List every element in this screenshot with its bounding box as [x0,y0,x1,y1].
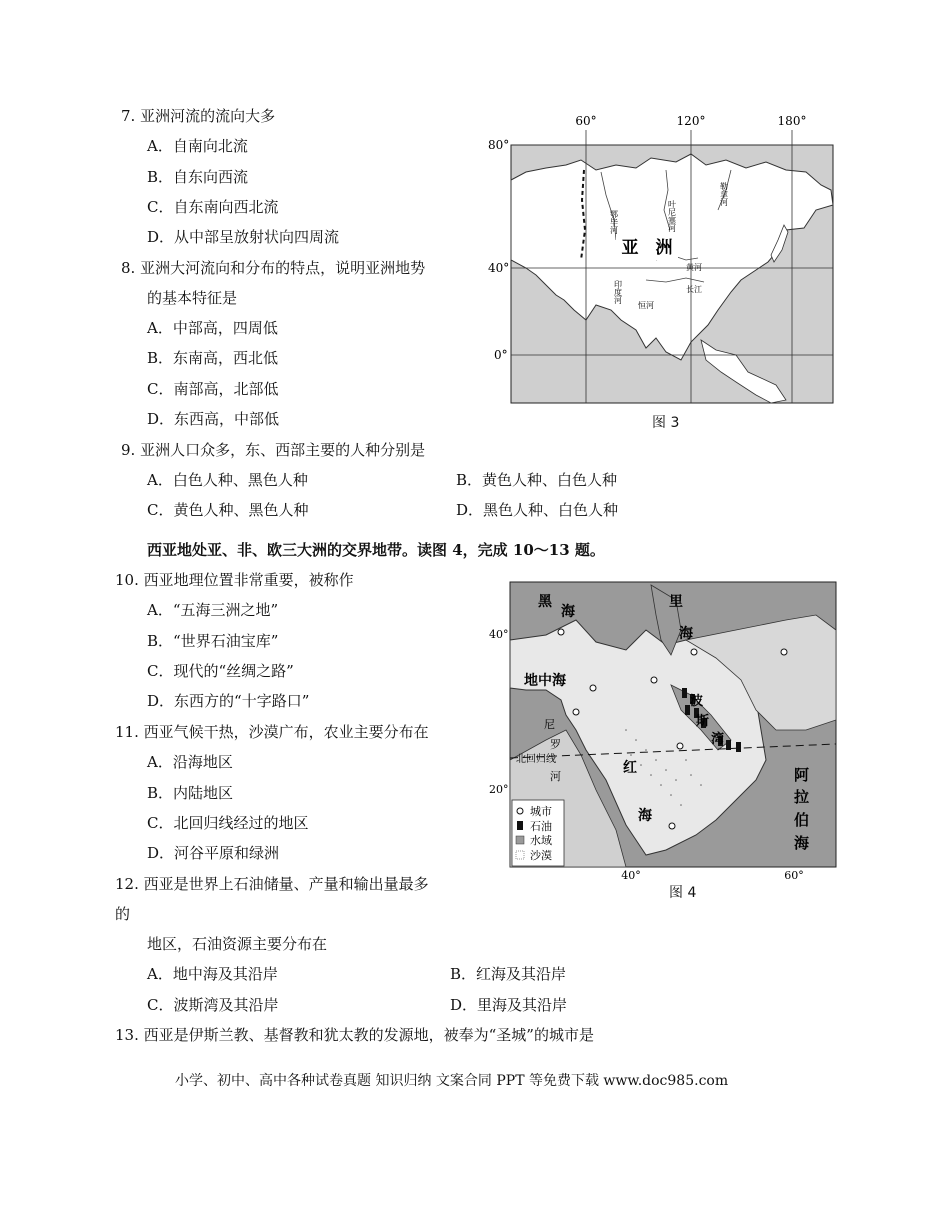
river-label-yenisei: 叶尼塞河 [667,200,677,232]
lon-label-120: 120° [676,114,706,128]
arabian-sea-label-3: 伯 [794,811,810,829]
river-label-lena: 勒拿河 [719,182,729,206]
q10-option-a[interactable]: A．“五海三洲之地” [147,601,279,619]
q7-option-c[interactable]: C．自东南向西北流 [147,198,279,216]
map4-caption: 图 4 [669,885,697,901]
q8-stem-cont: 的基本特征是 [147,289,238,307]
q12-option-d[interactable]: D．里海及其沿岸 [450,996,568,1014]
q7-option-d[interactable]: D．从中部呈放射状向四周流 [147,228,340,246]
q11-option-a[interactable]: A．沿海地区 [147,753,233,771]
lon-label-180: 180° [777,114,807,128]
q8-option-b[interactable]: B．东南高，西北低 [147,349,279,367]
q9-option-a[interactable]: A．白色人种、黑色人种 [147,471,308,489]
q10-stem: 10. 西亚地理位置非常重要，被称作 [115,571,354,589]
river-label-yangtze: 长江 [686,285,702,294]
legend-oil: 石油 [530,820,552,833]
tropic-label: 北回归线 [516,754,556,765]
legend-desert: 沙漠 [530,849,552,862]
q12-option-a[interactable]: A．地中海及其沿岸 [147,965,278,983]
map4-legend [512,800,564,866]
q8-option-a[interactable]: A．中部高，四周低 [147,319,278,337]
q10-option-b[interactable]: B．“世界石油宝库” [147,632,279,650]
red-sea-label-2: 海 [638,808,652,824]
lat-label-80: 80° [488,138,510,152]
lon-label-60: 60° [575,114,597,128]
q9-option-d[interactable]: D．黑色人种、白色人种 [456,501,619,519]
q12-stem-wrap: 的 [115,905,131,923]
q12-stem: 12. 西亚是世界上石油储量、产量和输出量最多 [115,875,429,893]
red-sea-label-1: 红 [623,760,637,776]
river-label-ob: 鄂毕河 [609,210,619,234]
lat-label-20: 20° [489,783,509,796]
persian-gulf-label-1: 波 [690,694,704,709]
lat-label-40: 40° [489,628,509,641]
legend-city: 城市 [530,805,552,818]
nile-label-3: 河 [550,770,561,783]
arabian-sea-label-4: 海 [794,834,810,852]
q13-stem: 13. 西亚是伊斯兰教、基督教和犹太教的发源地，被奉为“圣城”的城市是 [115,1026,594,1044]
nile-label-1: 尼 [544,718,555,731]
q7-stem: 7. 亚洲河流的流向大多 [121,107,276,125]
lon-label-40: 40° [621,869,641,880]
q8-stem: 8. 亚洲大河流向和分布的特点，说明亚洲地势 [121,259,426,277]
q10-option-d[interactable]: D．东西方的“十字路口” [147,692,310,710]
q7-option-a[interactable]: A．自南向北流 [147,137,248,155]
lat-label-40: 40° [488,261,510,275]
caspian-label-1: 里 [669,594,683,610]
q8-option-d[interactable]: D．东西高，中部低 [147,410,280,428]
caspian-label-2: 海 [679,626,693,642]
q8-option-c[interactable]: C．南部高，北部低 [147,380,279,398]
q9-option-b[interactable]: B．黄色人种、白色人种 [456,471,618,489]
river-label-yellow: 黄河 [686,263,702,272]
map3-caption: 图 3 [652,415,680,431]
arabian-sea-label-2: 拉 [794,788,810,806]
persian-gulf-label-3: 湾 [711,732,725,747]
legend-water: 水域 [530,834,552,847]
section-intro: 西亚地处亚、非、欧三大洲的交界地带。读图 4，完成 10～13 题。 [147,541,605,559]
river-label-indus: 印度河 [613,280,623,304]
q11-option-d[interactable]: D．河谷平原和绿洲 [147,844,280,862]
arabian-sea-label-1: 阿 [794,766,810,784]
page-footer: 小学、初中、高中各种试卷真题 知识归纳 文案合同 PPT 等免费下载 www.doc985.com [175,1073,729,1089]
asia-label: 亚 洲 [621,238,673,258]
q11-option-c[interactable]: C．北回归线经过的地区 [147,814,309,832]
black-sea-label-1: 黑 [538,594,552,610]
nile-label-2: 罗 [550,738,561,751]
q11-option-b[interactable]: B．内陆地区 [147,784,234,802]
q9-stem: 9. 亚洲人口众多，东、西部主要的人种分别是 [121,441,426,459]
q9-option-c[interactable]: C．黄色人种、黑色人种 [147,501,309,519]
black-sea-label-2: 海 [561,604,575,620]
persian-gulf-label-2: 斯 [696,714,710,729]
river-label-ganges: 恒河 [638,301,654,310]
q7-option-b[interactable]: B．自东向西流 [147,168,249,186]
q12-option-b[interactable]: B．红海及其沿岸 [450,965,567,983]
lon-label-60: 60° [784,869,804,880]
mediterranean-label: 地中海 [524,673,566,689]
west-asia-map [486,580,838,880]
q12-stem-cont: 地区，石油资源主要分布在 [147,935,328,953]
lat-label-0: 0° [494,348,508,362]
q12-option-c[interactable]: C．波斯湾及其沿岸 [147,996,279,1014]
asia-map [486,110,838,410]
q10-option-c[interactable]: C．现代的“丝绸之路” [147,662,294,680]
q11-stem: 11. 西亚气候干热，沙漠广布，农业主要分布在 [115,723,429,741]
